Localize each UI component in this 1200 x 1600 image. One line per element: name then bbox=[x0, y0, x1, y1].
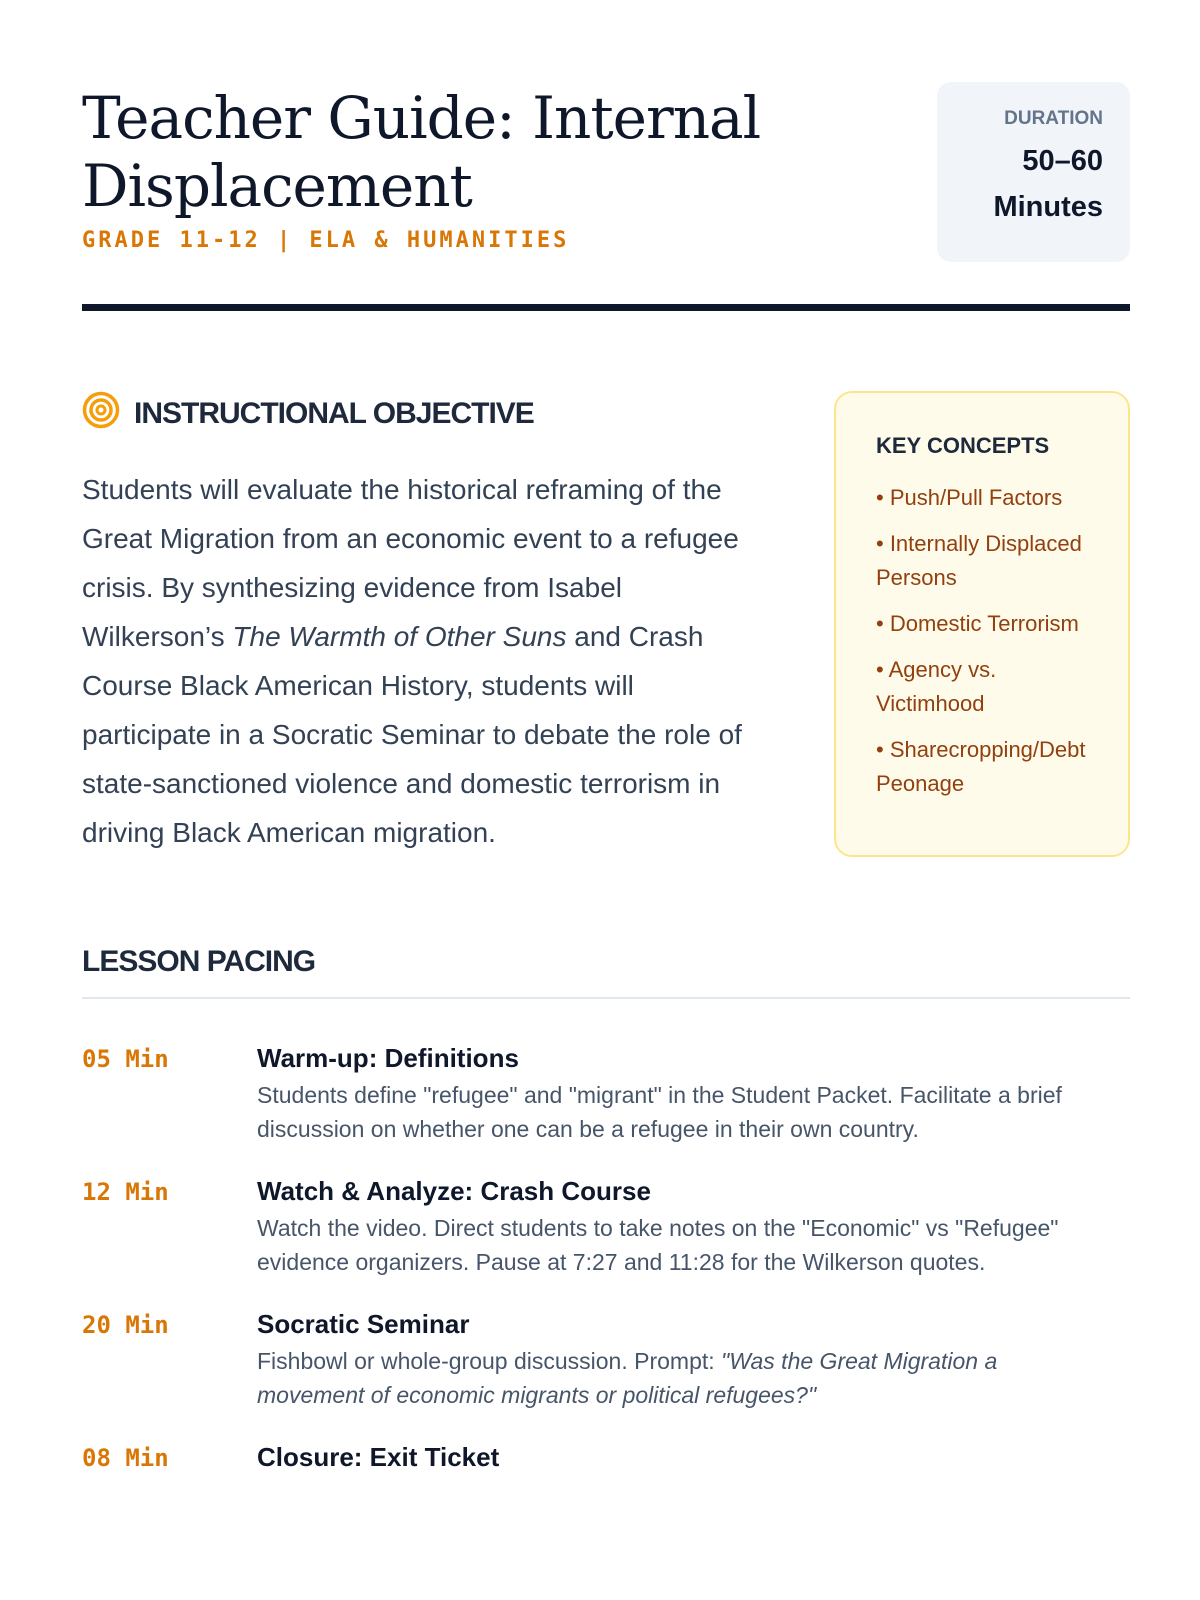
pacing-time: 20 Min bbox=[82, 1311, 169, 1339]
pacing-row bbox=[82, 1043, 1130, 1146]
objective-section bbox=[82, 391, 1130, 857]
pacing-row bbox=[82, 1176, 1130, 1279]
seminar-prompt: "Was the Great Migration a movement of economic migrants or political refugees?" bbox=[257, 1348, 998, 1408]
pacing-desc: Watch the video. Direct students to take notes on the "Economic" vs "Refugee" evidence organizers. Pause at 7:27 and 11:28 for the Wilkerson quotes. bbox=[257, 1215, 1059, 1275]
pacing-row bbox=[82, 1309, 1130, 1412]
concept-item: • Agency vs. Victimhood bbox=[876, 657, 997, 716]
header-divider bbox=[82, 304, 1130, 311]
pacing-desc: Students define "refugee" and "migrant" in the Student Packet. Facilitate a brief discussion on whether one can be a refugee in their own country. bbox=[257, 1082, 1062, 1142]
subtitle: GRADE 11-12 | ELA & HUMANITIES bbox=[82, 228, 570, 253]
concept-item: • Sharecropping/Debt Peonage bbox=[876, 737, 1086, 796]
concept-item: • Internally Displaced Persons bbox=[876, 531, 1082, 590]
page-title: Teacher Guide: Internal Displacement bbox=[82, 84, 761, 220]
pacing-time: 08 Min bbox=[82, 1444, 169, 1472]
pacing-desc: Fishbowl or whole-group discussion. Prompt: "Was the Great Migration a movement of economic migrants or political refugees?" bbox=[257, 1348, 998, 1408]
pacing-title: Socratic Seminar bbox=[257, 1309, 470, 1339]
concept-item: • Push/Pull Factors bbox=[876, 485, 1063, 510]
pacing-heading: LESSON PACING bbox=[82, 945, 1130, 999]
pacing-time: 12 Min bbox=[82, 1178, 169, 1206]
pacing-title: Closure: Exit Ticket bbox=[257, 1442, 500, 1472]
objective-text: Students will evaluate the historical reframing of the Great Migration from an economic event to a refugee crisis. By synthesizing evidence from Isabel Wilkerson’s The Warmth of Other Suns and Crash Course Black American History, students will participate in a Socratic Seminar to debate the role of state-sanctioned violence and domestic terrorism in driving Black American migration. bbox=[82, 474, 742, 848]
key-concepts-heading: KEY CONCEPTS bbox=[876, 433, 1050, 458]
duration-card bbox=[937, 82, 1130, 262]
lesson-pacing bbox=[82, 945, 1130, 1477]
key-concepts-card bbox=[834, 391, 1130, 857]
book-title: The Warmth of Other Suns bbox=[232, 621, 567, 652]
objective-heading: INSTRUCTIONAL OBJECTIVE bbox=[134, 397, 534, 430]
pacing-time: 05 Min bbox=[82, 1045, 169, 1073]
pacing-title: Warm-up: Definitions bbox=[257, 1043, 519, 1073]
pacing-title: Watch & Analyze: Crash Course bbox=[257, 1176, 651, 1206]
target-icon bbox=[82, 391, 120, 437]
duration-label: DURATION bbox=[1004, 108, 1103, 129]
duration-value: 50–60 Minutes bbox=[993, 145, 1103, 223]
concept-item: • Domestic Terrorism bbox=[876, 611, 1079, 636]
header bbox=[82, 82, 1130, 262]
pacing-row bbox=[82, 1442, 1130, 1477]
